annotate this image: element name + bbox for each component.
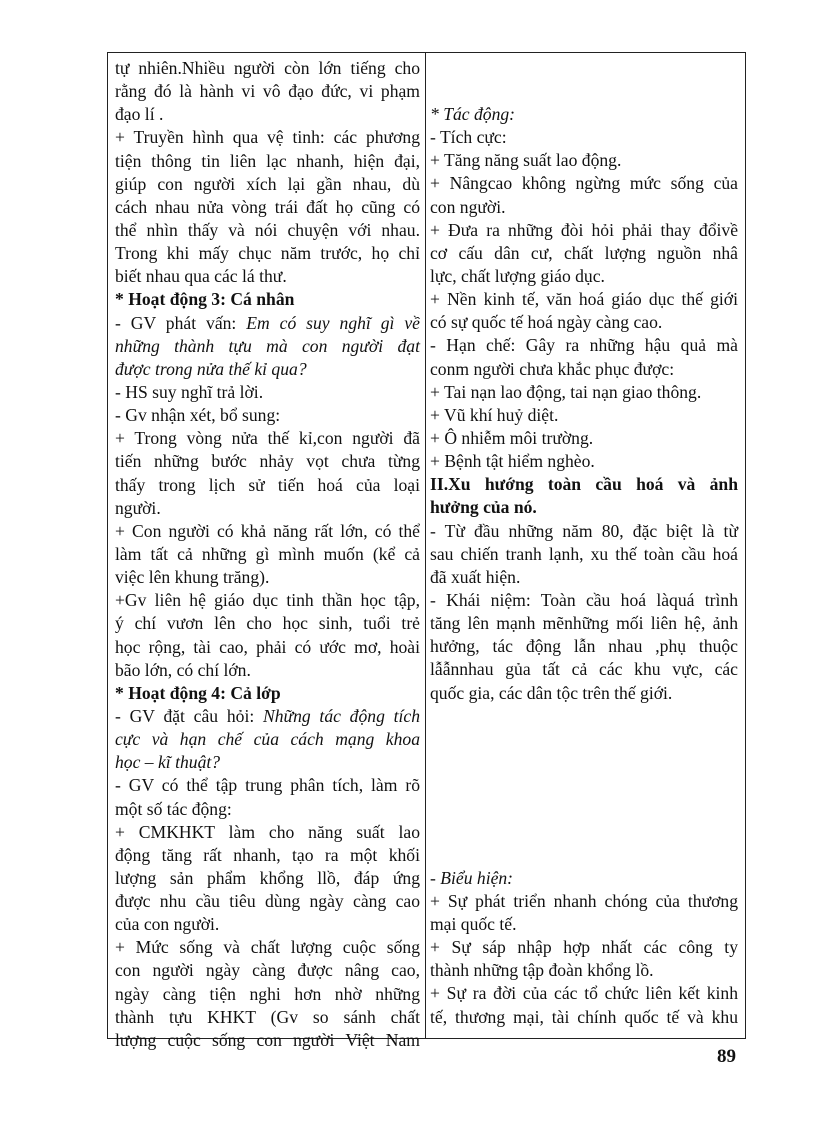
text-line: hưởng, tác động lẫn nhau ,phụ thuộc [430, 636, 738, 657]
text-line: giúp con người xích lại gần nhau, dù [115, 173, 420, 194]
text-line: một số tác động: [115, 798, 232, 819]
text-line: lượng cuộc sống con người Việt Nam [115, 1029, 420, 1050]
text-line: II.Xu hướng toàn cầu hoá và ảnh [430, 474, 738, 495]
text-line: con người. [430, 196, 506, 217]
text-line: tăng lên mạnh mẽnhững mối liên hệ, ảnh [430, 613, 738, 634]
text-line: + CMKHKT làm cho năng suất lao [115, 821, 420, 842]
text-line: - Gv nhận xét, bổ sung: [115, 405, 281, 426]
text-line: tự nhiên.Nhiều người còn lớn tiếng cho [115, 58, 420, 78]
right-column-top-block [430, 57, 738, 705]
column-divider [425, 53, 426, 1038]
text-line: cực và hạn chế của cách mạng khoa [115, 729, 420, 750]
text-line: đạo lí . [115, 104, 164, 125]
text-line: tiện thông tin liên lạc nhanh, hiện đại, [115, 150, 420, 171]
text-line: có sự quốc tế hoá ngày càng cao. [430, 312, 663, 333]
text-line: + Sự phát triển nhanh chóng của thương [430, 890, 738, 911]
text-line: động tăng rất nhanh, tạo ra một khối [115, 844, 420, 865]
text-line [115, 312, 420, 335]
text-line: - HS suy nghĩ trả lời. [115, 381, 264, 402]
text-line: - Từ đầu những năm 80, đặc biệt là từ [430, 520, 738, 541]
text-line: tiến những bước nhảy vọt chưa từng [115, 451, 420, 472]
right-column-top-gap [430, 57, 738, 103]
text-line: + Nền kinh tế, văn hoá giáo dục thế giới [430, 289, 738, 310]
text-line: những thành tựu mà con người đạt [115, 335, 420, 356]
text-line: + Tăng năng suất lao động. [430, 150, 622, 171]
question-text: Em có suy nghĩ gì về [246, 312, 420, 333]
text-line: ngày càng tiện nghi hơn nhờ những [115, 983, 420, 1004]
text-line: quốc gia, các dân tộc trên thế giới. [430, 682, 673, 703]
text-line: được nhu cầu tiêu dùng ngày càng cao [115, 891, 420, 912]
text-line: ý chí vươn lên cho học sinh, tuổi trẻ [115, 613, 420, 634]
text-line: + Nângcao không ngừng mức sống của [430, 173, 738, 194]
text-line: tế, thương mại, tài chính quốc tế và khu [430, 1006, 738, 1027]
page-number: 89 [717, 1046, 736, 1067]
text-line: Trong khi mấy chục năm trước, họ chỉ [115, 243, 420, 264]
text-line: làm tất cả những gì mình muốn (kể cả [115, 543, 420, 564]
text-line: rằng đó là hành vi vô đạo đức, vi phạm [115, 81, 420, 102]
text-line: thành tựu KHKT (Gv so sánh chất [115, 1006, 420, 1027]
text-line: lực, chất lượng giáo dục. [430, 265, 605, 286]
text-line: người. [115, 497, 161, 518]
text-line: + Vũ khí huỷ diệt. [430, 404, 559, 425]
text-line: sau chiến tranh lạnh, xu thế toàn cầu hoá [430, 543, 738, 564]
text-line: + Mức sống và chất lượng cuộc sống [115, 937, 420, 958]
text-line: * Hoạt động 4: Cả lớp [115, 682, 281, 703]
text-line: lẫẫnnhau gủa tất cả các khu vực, các [430, 659, 738, 680]
teacher-activities-column [115, 57, 420, 1052]
text-line [115, 705, 420, 728]
text-line: - Biểu hiện: [430, 867, 514, 888]
text-line: của con người. [115, 914, 220, 935]
text-line: cơ cấu dân cư, chất lượng nguồn nhâ [430, 242, 738, 263]
text-line: thể nhìn thấy và nói chuyện với nhau. [115, 219, 420, 240]
text-line: thành những tập đoàn khổng lồ. [430, 960, 654, 981]
text-line: * Hoạt động 3: Cá nhân [115, 289, 295, 310]
text-line: + Truyền hình qua vệ tinh: các phương [115, 127, 420, 148]
text-line: được trong nửa thế kỉ qua? [115, 358, 307, 379]
lesson-content-column [430, 57, 738, 1029]
text-line: + Tai nạn lao động, tai nạn giao thông. [430, 381, 702, 402]
text-line: bão lớn, có chí lớn. [115, 659, 251, 680]
text-line: + Bệnh tật hiểm nghèo. [430, 451, 595, 472]
prompt-label: - GV phát vấn: [115, 312, 247, 333]
text-line: biết nhau qua các lá thư. [115, 266, 287, 287]
text-line: - GV có thể tập trung phân tích, làm rõ [115, 775, 420, 796]
text-line: + Ô nhiễm môi trường. [430, 427, 594, 448]
text-line: thấy trong lịch sử tiến hoá của loại [115, 474, 420, 495]
right-column-gap [430, 705, 738, 867]
right-column-bottom-block [430, 867, 738, 1029]
text-line: - Tích cực: [430, 127, 507, 148]
text-line: học – kĩ thuật? [115, 752, 221, 773]
text-line: + Trong vòng nửa thế kỉ,con người đã [115, 428, 420, 449]
text-line: +Gv liên hệ giáo dục tinh thần học tập, [115, 590, 420, 611]
text-line: mại quốc tế. [430, 913, 517, 934]
text-line: conm người chưa khắc phục được: [430, 358, 675, 379]
text-line: con người ngày càng được nâng cao, [115, 960, 420, 981]
text-line: - Khái niệm: Toàn cầu hoá làquá trình [430, 589, 738, 610]
text-line: học rộng, tài cao, phải có ước mơ, hoài [115, 636, 420, 657]
content-table [107, 52, 746, 1050]
prompt-label: - GV đặt câu hỏi: [115, 705, 255, 726]
text-line: * Tác động: [430, 104, 516, 124]
question-text: Những tác động tích [254, 705, 420, 726]
text-line: cách nhau nửa vòng trái đất họ cũng có [115, 196, 420, 217]
text-line: + Sự ra đời của các tổ chức liên kết kinh [430, 983, 738, 1004]
text-line: + Sự sáp nhập hợp nhất các công ty [430, 937, 738, 958]
text-line: việc lên khung trăng). [115, 567, 270, 588]
text-line: + Con người có khả năng rất lớn, có thể [115, 520, 420, 541]
text-line: - Hạn chế: Gây ra những hậu quả mà [430, 335, 738, 356]
text-line: + Đưa ra những đòi hỏi phải thay đổivề [430, 219, 738, 240]
text-line: lượng sản phẩm khổng llồ, đáp ứng [115, 867, 420, 888]
text-line: hưởng của nó. [430, 497, 537, 518]
text-line: đã xuất hiện. [430, 566, 521, 587]
